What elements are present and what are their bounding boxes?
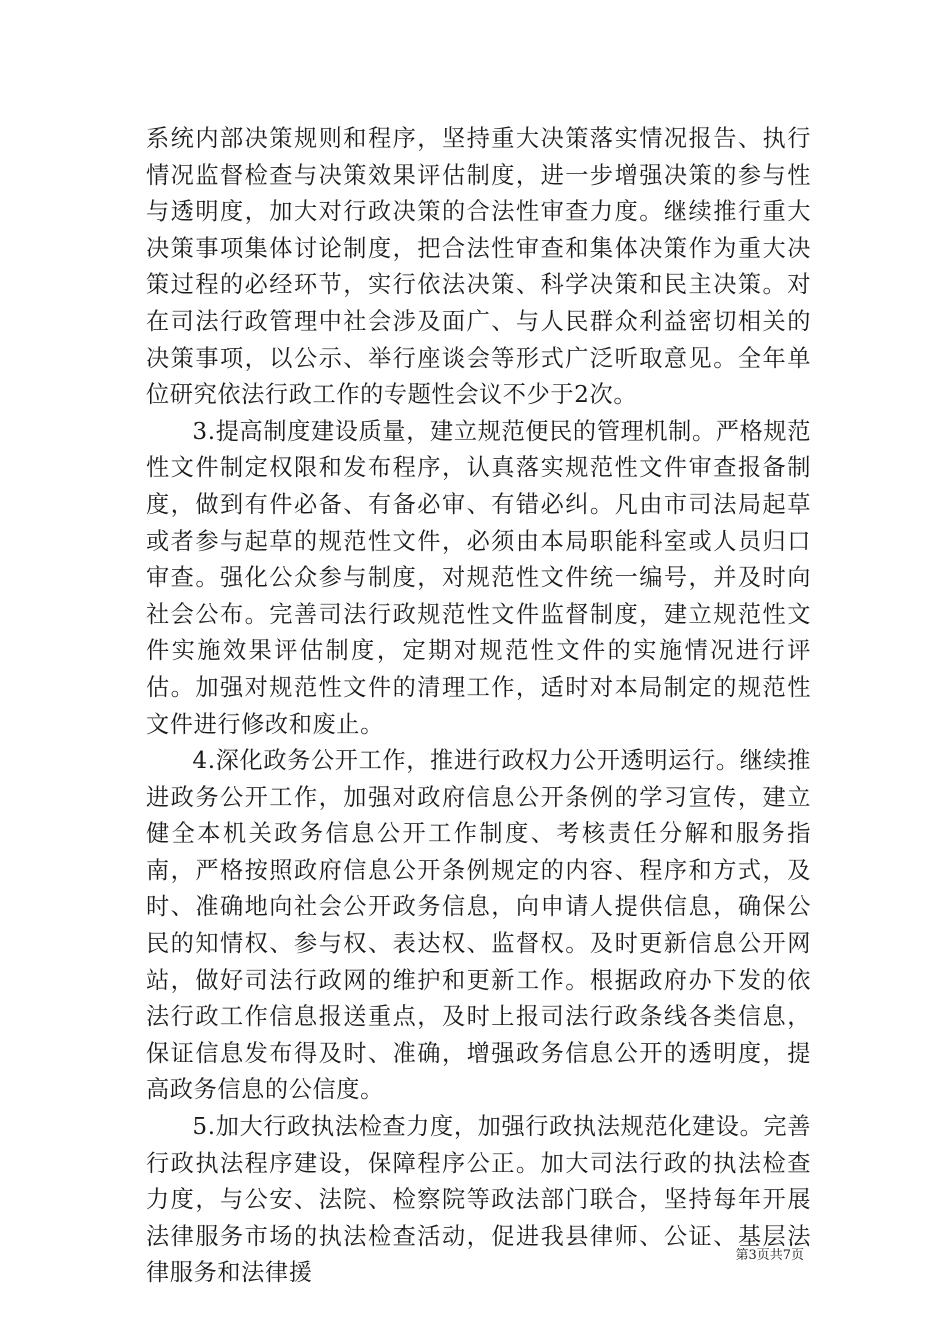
paragraph-1: 系统内部决策规则和程序，坚持重大决策落实情况报告、执行情况监督检查与决策效果评估制度，进一步增强决策的参与性与透明度，加大对行政决策的合法性审查力度。继续推行重大决策事项集体讨论制度，把合法性审查和集体决策作为重大决策过程的必经环节，实行依法决策、科学决策和民主决策。对在司法行政管理中社会涉及面广、与人民群众利益密切相关的决策事项，以公示、举行座谈会等形式广泛听取意见。全年单位研究依法行政工作的专题性会议不少于2次。: [146, 125, 811, 409]
paragraph-2: 3.提高制度建设质量，建立规范便民的管理机制。严格规范性文件制定权限和发布程序，认真落实规范性文件审查报备制度，做到有件必备、有备必审、有错必纠。凡由市司法局起草或者参与起草的规范性文件，必须由本局职能科室或人员归口审查。强化公众参与制度，对规范性文件统一编号，并及时向社会公布。完善司法行政规范性文件监督制度，建立规范性文件实施效果评估制度，定期对规范性文件的实施情况进行评估。加强对规范性文件的清理工作，适时对本局制定的规范性文件进行修改和废止。: [146, 417, 811, 738]
paragraph-4: 5.加大行政执法检查力度，加强行政执法规范化建设。完善行政执法程序建设，保障程序公正。加大司法行政的执法检查力度，与公安、法院、检察院等政法部门联合，坚持每年开展法律服务市场的执法检查活动，促进我县律师、公证、基层法律服务和法律援: [146, 1113, 811, 1287]
document-body: [146, 121, 811, 1292]
paragraph-3: 4.深化政务公开工作，推进行政权力公开透明运行。继续推进政务公开工作，加强对政府信息公开条例的学习宣传，建立健全本机关政务信息公开工作制度、考核责任分解和服务指南，严格按照政府信息公开条例规定的内容、程序和方式，及时、准确地向社会公开政务信息，向申请人提供信息，确保公民的知情权、参与权、表达权、监督权。及时更新信息公开网站，做好司法行政网的维护和更新工作。根据政府办下发的依法行政工作信息报送重点，及时上报司法行政条线各类信息，保证信息发布得及时、准确，增强政务信息公开的透明度，提高政务信息的公信度。: [146, 747, 811, 1104]
page-number-footer: 第3页共7页: [735, 1248, 804, 1263]
